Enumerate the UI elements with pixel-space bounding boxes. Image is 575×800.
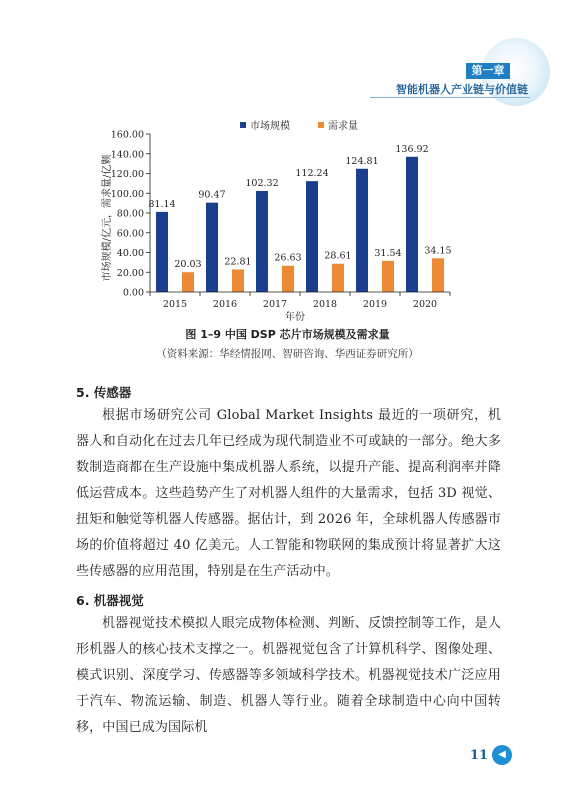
legend-swatch: [240, 122, 246, 128]
bar-demand: [332, 264, 344, 292]
y-axis-title: 市场规模/亿元，需求量/亿颗: [102, 154, 113, 282]
data-label: 124.81: [345, 155, 379, 167]
chapter-title: 智能机器人产业链与价值链: [396, 83, 528, 96]
data-label: 26.63: [274, 252, 302, 264]
legend-label: 需求量: [328, 121, 358, 132]
x-tick-label: 2017: [262, 299, 288, 310]
x-tick-label: 2018: [312, 299, 338, 310]
data-label: 112.24: [295, 168, 329, 180]
legend-label: 市场规模: [250, 121, 290, 132]
x-axis-title: 年份: [285, 312, 305, 323]
section-6-heading: 6. 机器视觉: [76, 593, 144, 608]
y-tick-label: 80.00: [116, 208, 144, 220]
x-tick-label: 2015: [162, 299, 188, 310]
y-tick-label: 120.00: [110, 169, 144, 180]
data-label: 81.14: [148, 198, 176, 210]
data-label: 28.61: [324, 250, 352, 262]
bar-demand: [232, 269, 244, 292]
section-6-body: 机器视觉技术模拟人眼完成物体检测、判断、反馈控制等工作，是人形机器人的核心技术支撑之一。机器视觉包含了计算机科学、图像处理、模式识别、深度学习、传感器等多领域科学技术。机器视觉技术广泛应用于汽车、物流运输、制造、机器人等行业。随着全球制造中心向中国转移，中国已成为国际机: [76, 616, 501, 735]
legend-swatch: [318, 122, 324, 128]
bar-market-size: [306, 181, 318, 292]
y-tick-label: 160.00: [110, 129, 144, 141]
data-label: 102.32: [245, 177, 279, 189]
y-tick-label: 100.00: [110, 188, 144, 200]
figure-source: （资料来源：华经情报网、智研咨询、华西证券研究所）: [156, 348, 419, 360]
bar-demand: [282, 266, 294, 292]
data-label: 90.47: [198, 189, 226, 201]
bar-market-size: [406, 157, 418, 292]
bar-demand: [432, 258, 444, 292]
page-number: 11: [470, 748, 489, 763]
data-label: 34.15: [424, 245, 452, 257]
y-tick-label: 60.00: [116, 228, 144, 240]
section-5-heading: 5. 传感器: [76, 385, 132, 400]
data-label: 136.92: [395, 143, 429, 155]
chart-legend: [240, 119, 358, 132]
bar-market-size: [256, 191, 268, 292]
y-tick-label: 40.00: [116, 248, 144, 259]
figure-caption: 图 1–9 中国 DSP 芯片市场规模及需求量: [185, 328, 390, 341]
y-ticks: [111, 130, 150, 299]
bar-market-size: [156, 212, 168, 292]
x-tick-label: 2016: [212, 299, 238, 310]
chapter-tag: 第一章: [466, 63, 510, 79]
x-tick-label: 2020: [412, 299, 438, 310]
data-label: 22.81: [224, 256, 252, 268]
bar-demand: [182, 272, 194, 292]
section-5-body: 根据市场研究公司 Global Market Insights 最近的一项研究，机器人和自动化在过去几年已经成为现代制造业不可或缺的一部分。绝大多数制造商都在生产设施中集成机器人系统，以提升产能、提高利润率并降低运营成本。这些趋势产生了对机器人组件的大量需求，包括 3D 视觉、扭矩和触觉等机器人传感器。据估计，到 2026 年，全球机器人传感器市场的价值将超过 40 亿美元。人工智能和物联网的集成预计将显著扩大这些传感器的应用范围，特别是在生产活动中。: [76, 408, 501, 579]
header-divider: [370, 97, 530, 98]
data-label: 20.03: [174, 259, 202, 271]
data-label: 31.54: [374, 247, 402, 259]
bar-demand: [382, 261, 394, 292]
x-tick-label: 2019: [362, 299, 388, 310]
x-ticks: [150, 292, 450, 310]
page-arrow-icon: ◀: [492, 745, 512, 765]
dsp-market-chart: [90, 116, 490, 326]
y-tick-label: 0.00: [122, 287, 144, 299]
y-tick-label: 140.00: [110, 149, 144, 161]
bar-market-size: [356, 169, 368, 292]
bars: [148, 144, 451, 292]
bar-market-size: [206, 203, 218, 292]
y-tick-label: 20.00: [116, 267, 144, 279]
